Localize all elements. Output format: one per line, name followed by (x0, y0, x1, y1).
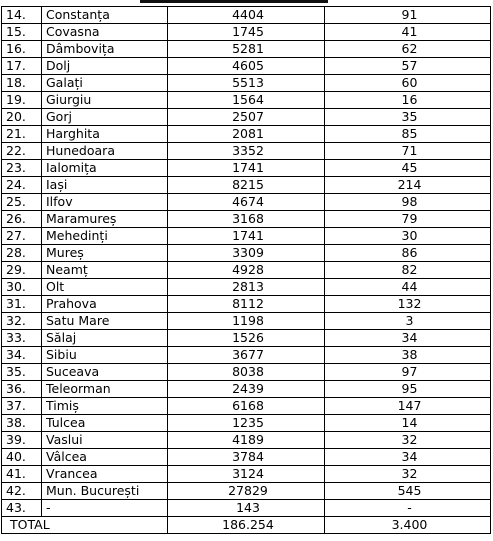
table-row (2, 483, 491, 500)
value-a-cell: 1741 (168, 160, 325, 177)
value-b-cell: 132 (325, 296, 491, 313)
county-name-cell: Ialomița (42, 160, 168, 177)
row-number-cell: 35. (2, 364, 42, 381)
county-name-cell: Gorj (42, 109, 168, 126)
value-b-cell: 97 (325, 364, 491, 381)
value-a-cell: 4605 (168, 58, 325, 75)
table-row (2, 177, 491, 194)
value-a-cell: 5281 (168, 41, 325, 58)
row-number-cell: 43. (2, 500, 42, 517)
value-b-cell: 38 (325, 347, 491, 364)
table-row (2, 398, 491, 415)
value-a-cell: 3784 (168, 449, 325, 466)
row-number-cell: 20. (2, 109, 42, 126)
value-a-cell: 8112 (168, 296, 325, 313)
value-a-cell: 4404 (168, 7, 325, 24)
value-b-cell: 71 (325, 143, 491, 160)
county-name-cell: Tulcea (42, 415, 168, 432)
value-b-cell: 44 (325, 279, 491, 296)
table-row (2, 211, 491, 228)
value-b-cell: 86 (325, 245, 491, 262)
value-b-cell: - (325, 500, 491, 517)
value-a-cell: 3352 (168, 143, 325, 160)
value-b-cell: 30 (325, 228, 491, 245)
value-b-cell: 57 (325, 58, 491, 75)
value-b-cell: 79 (325, 211, 491, 228)
county-name-cell: Sibiu (42, 347, 168, 364)
value-b-cell: 60 (325, 75, 491, 92)
value-a-cell: 2439 (168, 381, 325, 398)
county-name-cell: Timiș (42, 398, 168, 415)
value-b-cell: 91 (325, 7, 491, 24)
table-row (2, 466, 491, 483)
row-number-cell: 25. (2, 194, 42, 211)
row-number-cell: 31. (2, 296, 42, 313)
county-name-cell: Vrancea (42, 466, 168, 483)
county-name-cell: Maramureș (42, 211, 168, 228)
row-number-cell: 21. (2, 126, 42, 143)
value-b-cell: 35 (325, 109, 491, 126)
value-a-cell: 4674 (168, 194, 325, 211)
total-value-a: 186.254 (168, 517, 325, 534)
row-number-cell: 26. (2, 211, 42, 228)
county-name-cell: Covasna (42, 24, 168, 41)
county-name-cell: Hunedoara (42, 143, 168, 160)
value-b-cell: 214 (325, 177, 491, 194)
value-a-cell: 1741 (168, 228, 325, 245)
value-a-cell: 6168 (168, 398, 325, 415)
table-row (2, 92, 491, 109)
county-name-cell: Neamț (42, 262, 168, 279)
table-row (2, 109, 491, 126)
county-name-cell: Mureș (42, 245, 168, 262)
row-number-cell: 34. (2, 347, 42, 364)
county-name-cell: Dâmbovița (42, 41, 168, 58)
table-row (2, 364, 491, 381)
value-b-cell: 545 (325, 483, 491, 500)
value-a-cell: 1198 (168, 313, 325, 330)
value-a-cell: 2813 (168, 279, 325, 296)
value-a-cell: 5513 (168, 75, 325, 92)
table-row (2, 75, 491, 92)
table-body (2, 7, 491, 534)
value-a-cell: 3168 (168, 211, 325, 228)
table-row (2, 381, 491, 398)
table-row (2, 245, 491, 262)
table-row (2, 330, 491, 347)
row-number-cell: 15. (2, 24, 42, 41)
value-b-cell: 85 (325, 126, 491, 143)
value-b-cell: 98 (325, 194, 491, 211)
table-row (2, 415, 491, 432)
row-number-cell: 22. (2, 143, 42, 160)
row-number-cell: 36. (2, 381, 42, 398)
county-name-cell: Suceava (42, 364, 168, 381)
total-label: TOTAL (2, 517, 168, 534)
county-name-cell: Olt (42, 279, 168, 296)
row-number-cell: 39. (2, 432, 42, 449)
value-b-cell: 16 (325, 92, 491, 109)
row-number-cell: 40. (2, 449, 42, 466)
row-number-cell: 16. (2, 41, 42, 58)
county-name-cell: Prahova (42, 296, 168, 313)
county-name-cell: - (42, 500, 168, 517)
total-row (2, 517, 491, 534)
value-b-cell: 14 (325, 415, 491, 432)
row-number-cell: 41. (2, 466, 42, 483)
value-a-cell: 1526 (168, 330, 325, 347)
value-a-cell: 8038 (168, 364, 325, 381)
table-row (2, 449, 491, 466)
value-a-cell: 1235 (168, 415, 325, 432)
value-a-cell: 3309 (168, 245, 325, 262)
table-row (2, 143, 491, 160)
table-row (2, 58, 491, 75)
county-name-cell: Constanța (42, 7, 168, 24)
county-name-cell: Vaslui (42, 432, 168, 449)
total-value-b: 3.400 (325, 517, 491, 534)
row-number-cell: 27. (2, 228, 42, 245)
table-row (2, 7, 491, 24)
value-b-cell: 147 (325, 398, 491, 415)
table-row (2, 24, 491, 41)
value-a-cell: 143 (168, 500, 325, 517)
table-row (2, 126, 491, 143)
value-b-cell: 32 (325, 466, 491, 483)
table-row (2, 194, 491, 211)
value-b-cell: 41 (325, 24, 491, 41)
row-number-cell: 37. (2, 398, 42, 415)
row-number-cell: 29. (2, 262, 42, 279)
value-b-cell: 32 (325, 432, 491, 449)
row-number-cell: 30. (2, 279, 42, 296)
county-name-cell: Mehedinți (42, 228, 168, 245)
value-b-cell: 45 (325, 160, 491, 177)
value-b-cell: 34 (325, 330, 491, 347)
value-a-cell: 3677 (168, 347, 325, 364)
row-number-cell: 18. (2, 75, 42, 92)
row-number-cell: 33. (2, 330, 42, 347)
table-row (2, 262, 491, 279)
county-name-cell: Teleorman (42, 381, 168, 398)
table-row (2, 41, 491, 58)
value-a-cell: 4189 (168, 432, 325, 449)
county-name-cell: Vâlcea (42, 449, 168, 466)
county-table (1, 6, 491, 534)
value-a-cell: 1564 (168, 92, 325, 109)
table-row (2, 160, 491, 177)
value-b-cell: 62 (325, 41, 491, 58)
row-number-cell: 32. (2, 313, 42, 330)
row-number-cell: 42. (2, 483, 42, 500)
county-name-cell: Iași (42, 177, 168, 194)
value-a-cell: 27829 (168, 483, 325, 500)
county-name-cell: Satu Mare (42, 313, 168, 330)
value-b-cell: 95 (325, 381, 491, 398)
table-row (2, 500, 491, 517)
row-number-cell: 28. (2, 245, 42, 262)
row-number-cell: 23. (2, 160, 42, 177)
county-name-cell: Sălaj (42, 330, 168, 347)
value-b-cell: 82 (325, 262, 491, 279)
county-name-cell: Giurgiu (42, 92, 168, 109)
value-b-cell: 3 (325, 313, 491, 330)
table-row (2, 432, 491, 449)
table-row (2, 279, 491, 296)
county-name-cell: Galați (42, 75, 168, 92)
table-row (2, 347, 491, 364)
county-name-cell: Dolj (42, 58, 168, 75)
row-number-cell: 19. (2, 92, 42, 109)
table-row (2, 296, 491, 313)
row-number-cell: 38. (2, 415, 42, 432)
value-a-cell: 8215 (168, 177, 325, 194)
row-number-cell: 17. (2, 58, 42, 75)
top-border-bar (140, 0, 328, 3)
table-row (2, 228, 491, 245)
value-a-cell: 2507 (168, 109, 325, 126)
row-number-cell: 14. (2, 7, 42, 24)
value-a-cell: 1745 (168, 24, 325, 41)
value-b-cell: 34 (325, 449, 491, 466)
value-a-cell: 4928 (168, 262, 325, 279)
county-name-cell: Mun. București (42, 483, 168, 500)
county-name-cell: Ilfov (42, 194, 168, 211)
row-number-cell: 24. (2, 177, 42, 194)
table-row (2, 313, 491, 330)
value-a-cell: 3124 (168, 466, 325, 483)
value-a-cell: 2081 (168, 126, 325, 143)
county-name-cell: Harghita (42, 126, 168, 143)
